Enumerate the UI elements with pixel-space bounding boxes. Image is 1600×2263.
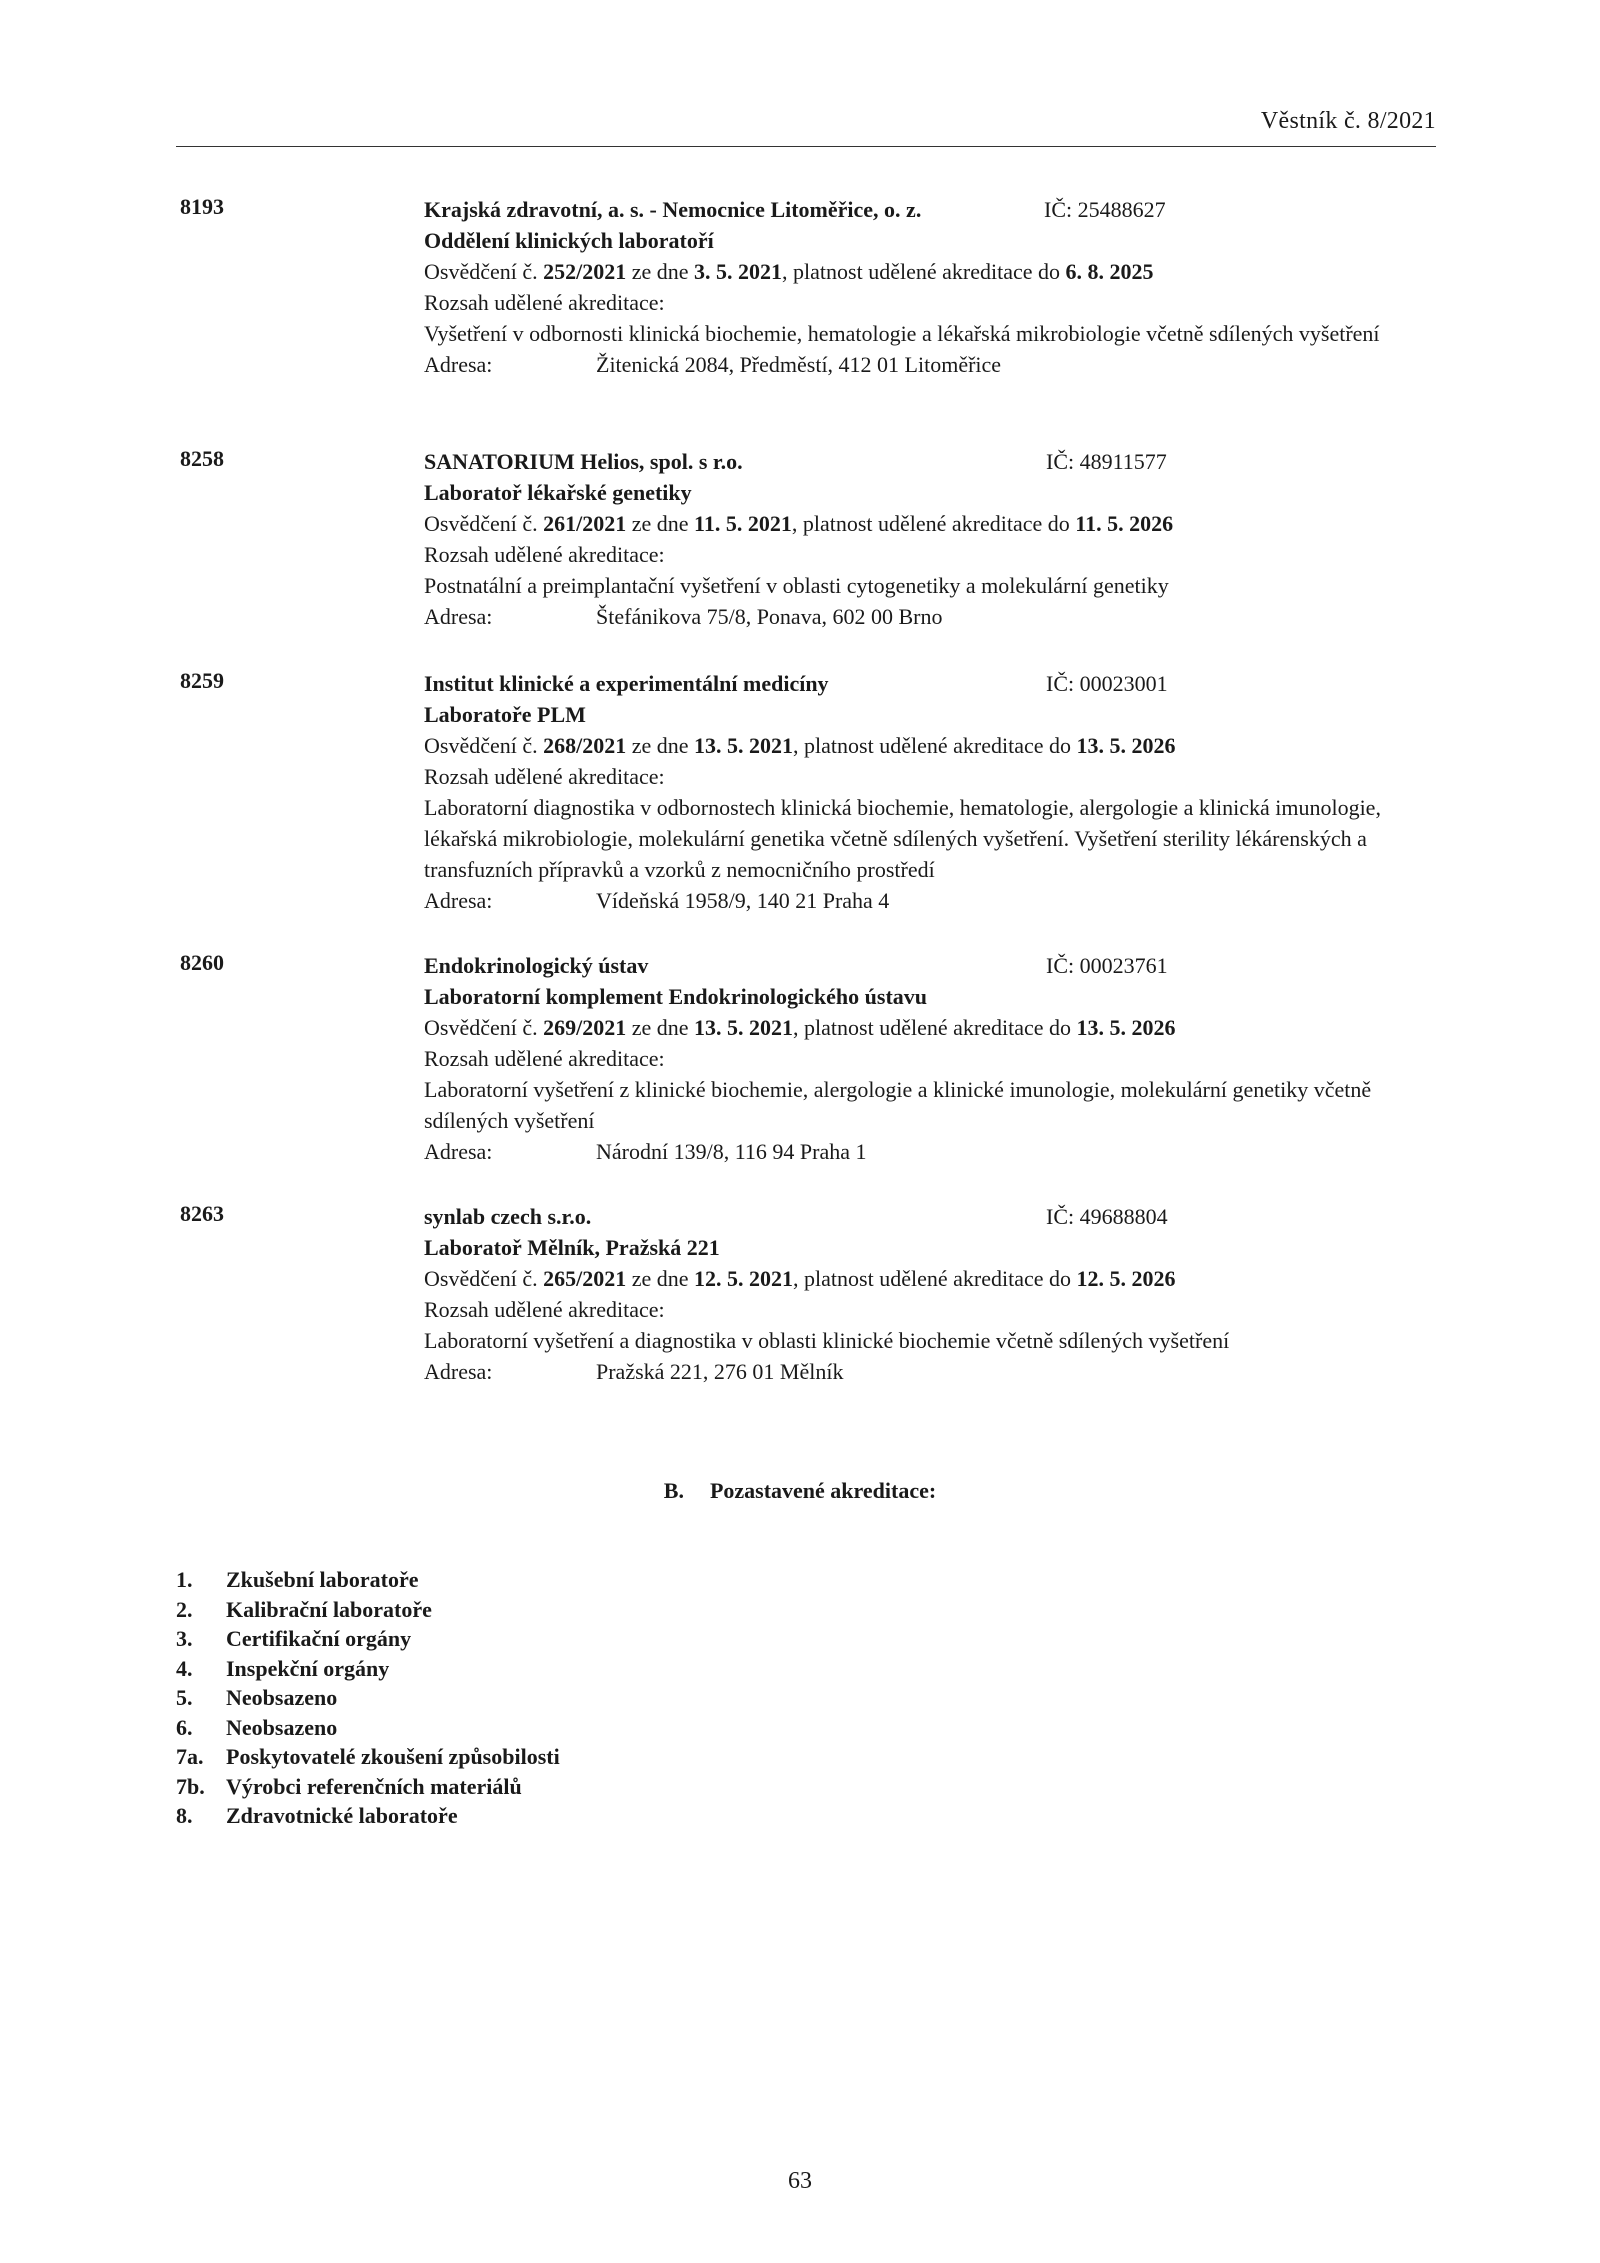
address-line	[424, 601, 1424, 632]
cert-number: 252/2021	[543, 259, 627, 284]
category-list	[176, 1565, 560, 1831]
address-value: Štefánikova 75/8, Ponava, 602 00 Brno	[596, 604, 943, 629]
department-name: Laboratoře PLM	[424, 702, 586, 727]
address-line	[424, 885, 1424, 916]
cert-prefix: Osvědčení č.	[424, 1266, 544, 1291]
header-rule	[176, 146, 1436, 147]
ic-number: IČ: 49688804	[1046, 1204, 1168, 1229]
cert-date: 12. 5. 2021	[694, 1266, 794, 1291]
cert-date-label: ze dne	[626, 1015, 695, 1040]
entry-number: 8259	[180, 668, 224, 693]
address-line	[424, 349, 1424, 380]
cert-number: 265/2021	[543, 1266, 627, 1291]
organization-name: synlab czech s.r.o.	[424, 1204, 592, 1229]
cert-prefix: Osvědčení č.	[424, 511, 544, 536]
item-number: 3.	[176, 1626, 193, 1651]
list-item	[176, 1713, 560, 1743]
item-number: 7b.	[176, 1773, 205, 1799]
cert-date: 13. 5. 2021	[694, 1015, 794, 1040]
item-number: 1.	[176, 1567, 193, 1592]
organization-name: SANATORIUM Helios, spol. s r.o.	[424, 449, 743, 474]
ic-number: IČ: 00023001	[1046, 671, 1168, 696]
scope-label: Rozsah udělené akreditace:	[424, 764, 665, 789]
cert-date: 11. 5. 2021	[694, 511, 792, 536]
scope-text: Laboratorní vyšetření a diagnostika v oblasti klinické biochemie včetně sdílených vyšetření	[424, 1328, 1230, 1353]
cert-expiry: 12. 5. 2026	[1076, 1266, 1176, 1291]
department-name: Laboratoř lékařské genetiky	[424, 480, 692, 505]
item-label: Kalibrační laboratoře	[226, 1596, 432, 1622]
cert-expiry: 13. 5. 2026	[1076, 1015, 1176, 1040]
list-item	[176, 1565, 560, 1595]
list-item	[176, 1683, 560, 1713]
cert-date-label: ze dne	[626, 733, 695, 758]
address-line	[424, 1356, 1424, 1387]
organization-name: Endokrinologický ústav	[424, 953, 649, 978]
cert-expiry: 13. 5. 2026	[1076, 733, 1176, 758]
item-label: Neobsazeno	[226, 1714, 338, 1740]
organization-name: Institut klinické a experimentální medicíny	[424, 671, 829, 696]
cert-prefix: Osvědčení č.	[424, 259, 544, 284]
scope-label: Rozsah udělené akreditace:	[424, 290, 665, 315]
item-number: 8.	[176, 1803, 193, 1828]
cert-validity-label: , platnost udělené akreditace do	[793, 1266, 1077, 1291]
item-label: Poskytovatelé zkoušení způsobilosti	[226, 1744, 560, 1769]
item-label: Inspekční orgány	[226, 1655, 390, 1681]
list-item	[176, 1624, 560, 1654]
cert-validity-label: , platnost udělené akreditace do	[791, 511, 1076, 536]
ic-number: IČ: 48911577	[1046, 449, 1167, 474]
address-value: Národní 139/8, 116 94 Praha 1	[596, 1139, 867, 1164]
section-letter: B.	[663, 1478, 684, 1503]
department-name: Laboratoř Mělník, Pražská 221	[424, 1235, 720, 1260]
certificate-line	[424, 256, 1424, 287]
item-number: 6.	[176, 1714, 193, 1740]
section-title: Pozastavené akreditace:	[709, 1478, 937, 1503]
scope-text: Vyšetření v odbornosti klinická biochemie, hematologie a lékařská mikrobiologie včetně sdílených vyšetření	[424, 321, 1380, 346]
item-number: 2.	[176, 1596, 193, 1622]
cert-number: 268/2021	[543, 733, 627, 758]
cert-prefix: Osvědčení č.	[424, 1015, 544, 1040]
item-label: Certifikační orgány	[226, 1626, 412, 1651]
address-line	[424, 1136, 1424, 1167]
item-number: 5.	[176, 1685, 193, 1710]
address-label: Adresa:	[424, 604, 493, 629]
item-number: 7a.	[176, 1744, 204, 1769]
department-name: Oddělení klinických laboratoří	[424, 228, 714, 253]
ic-number: IČ: 00023761	[1046, 953, 1168, 978]
address-label: Adresa:	[424, 888, 493, 913]
scope-label: Rozsah udělené akreditace:	[424, 1046, 665, 1071]
scope-text: Postnatální a preimplantační vyšetření v oblasti cytogenetiky a molekulární genetiky	[424, 573, 1169, 598]
cert-number: 261/2021	[543, 511, 627, 536]
list-item	[176, 1654, 560, 1684]
scope-label: Rozsah udělené akreditace:	[424, 542, 665, 567]
certificate-line	[424, 508, 1424, 539]
page-header: Věstník č. 8/2021	[1260, 108, 1436, 134]
item-label: Zdravotnické laboratoře	[226, 1803, 458, 1828]
cert-expiry: 6. 8. 2025	[1065, 259, 1154, 284]
cert-number: 269/2021	[543, 1015, 627, 1040]
organization-name: Krajská zdravotní, a. s. - Nemocnice Litoměřice, o. z.	[424, 197, 922, 222]
cert-date-label: ze dne	[626, 511, 695, 536]
entry-number: 8258	[180, 446, 224, 471]
entry-number: 8263	[180, 1201, 224, 1226]
cert-expiry: 11. 5. 2026	[1075, 511, 1174, 536]
list-item	[176, 1595, 560, 1625]
cert-validity-label: , platnost udělené akreditace do	[793, 1015, 1077, 1040]
list-item	[176, 1742, 560, 1772]
ic-number: IČ: 25488627	[1044, 197, 1166, 222]
department-name: Laboratorní komplement Endokrinologického ústavu	[424, 984, 928, 1009]
cert-date: 3. 5. 2021	[694, 259, 783, 284]
item-label: Neobsazeno	[226, 1685, 338, 1710]
address-value: Žitenická 2084, Předměstí, 412 01 Litoměřice	[596, 352, 1002, 377]
address-label: Adresa:	[424, 352, 493, 377]
section-heading	[0, 1478, 1600, 1504]
scope-text: Laboratorní diagnostika v odbornostech klinická biochemie, hematologie, alergologie a klinická imunologie, lékařská mikrobiologie, molekulární genetika včetně sdílených vyšetření. Vyšetření sterility lékárenských a transfuzních přípravků a vzorků z nemocničního prostředí	[424, 795, 1381, 882]
certificate-line	[424, 1012, 1424, 1043]
cert-validity-label: , platnost udělené akreditace do	[782, 259, 1066, 284]
certificate-line	[424, 1263, 1424, 1294]
address-value: Pražská 221, 276 01 Mělník	[596, 1359, 844, 1384]
cert-prefix: Osvědčení č.	[424, 733, 544, 758]
cert-date-label: ze dne	[626, 1266, 695, 1291]
item-label: Výrobci referenčních materiálů	[226, 1773, 522, 1799]
certificate-line	[424, 730, 1424, 761]
address-value: Vídeňská 1958/9, 140 21 Praha 4	[596, 888, 890, 913]
scope-label: Rozsah udělené akreditace:	[424, 1297, 665, 1322]
entry-number: 8260	[180, 950, 224, 975]
entry-number: 8193	[180, 194, 224, 219]
address-label: Adresa:	[424, 1359, 493, 1384]
item-label: Zkušební laboratoře	[226, 1567, 419, 1592]
item-number: 4.	[176, 1655, 193, 1681]
scope-text: Laboratorní vyšetření z klinické biochemie, alergologie a klinické imunologie, molekulární genetiky včetně sdílených vyšetření	[424, 1077, 1372, 1133]
list-item	[176, 1772, 560, 1802]
list-item	[176, 1801, 560, 1831]
page-number: 63	[788, 2168, 812, 2194]
cert-validity-label: , platnost udělené akreditace do	[793, 733, 1077, 758]
cert-date-label: ze dne	[626, 259, 695, 284]
cert-date: 13. 5. 2021	[694, 733, 794, 758]
address-label: Adresa:	[424, 1139, 493, 1164]
